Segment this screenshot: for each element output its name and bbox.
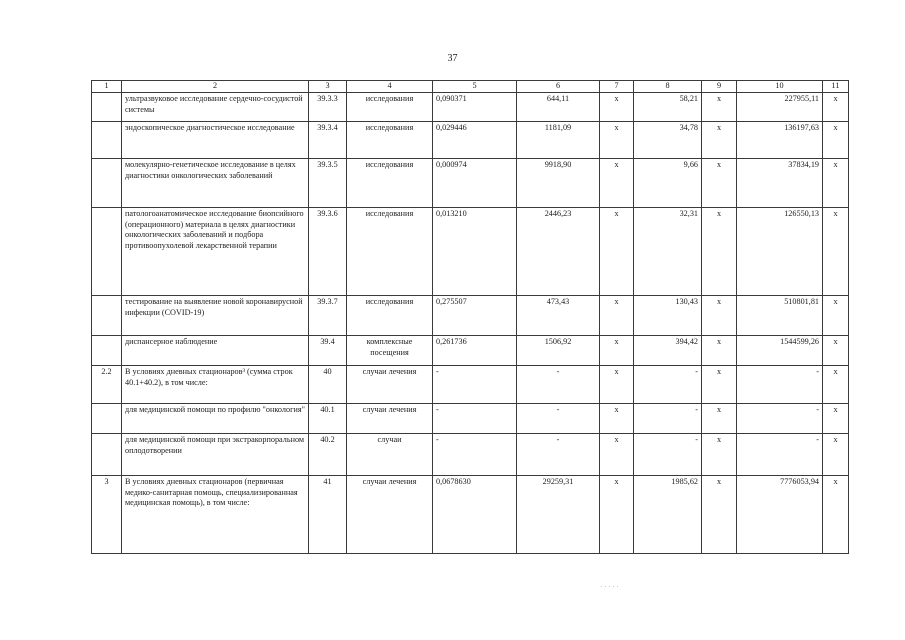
row-description: для медицинской помощи при экстракорпоральном оплодотворении <box>122 434 309 476</box>
row-total: 1544599,26 <box>737 336 823 366</box>
row-col9: х <box>702 366 737 404</box>
row-total: 126550,13 <box>737 208 823 296</box>
row-col7: х <box>600 93 634 122</box>
row-total: 510801,81 <box>737 296 823 336</box>
row-col11: х <box>823 336 849 366</box>
row-col8: 58,21 <box>634 93 702 122</box>
row-code: 41 <box>309 476 347 554</box>
row-col8: - <box>634 404 702 434</box>
row-number <box>92 93 122 122</box>
row-unit: комплексные посещения <box>347 336 433 366</box>
row-description: патологоанатомическое исследование биопсийного (операционного) материала в целях диагностики онкологических заболеваний и подбора противоопухолевой лекарственной терапии <box>122 208 309 296</box>
row-number <box>92 336 122 366</box>
scan-artifact: · · · · · <box>600 583 619 591</box>
row-number <box>92 434 122 476</box>
row-total: 37834,19 <box>737 159 823 208</box>
row-description: диспансерное наблюдение <box>122 336 309 366</box>
row-standard: 0,000974 <box>433 159 517 208</box>
row-code: 40.2 <box>309 434 347 476</box>
row-col11: х <box>823 208 849 296</box>
column-number: 2 <box>122 81 309 93</box>
column-number: 7 <box>600 81 634 93</box>
row-total: - <box>737 434 823 476</box>
row-number: 2.2 <box>92 366 122 404</box>
row-code: 39.3.4 <box>309 122 347 159</box>
column-number: 6 <box>517 81 600 93</box>
row-col8: 9,66 <box>634 159 702 208</box>
row-col7: х <box>600 296 634 336</box>
row-col8: 130,43 <box>634 296 702 336</box>
row-col8: 32,31 <box>634 208 702 296</box>
row-col7: х <box>600 208 634 296</box>
row-cost: 1181,09 <box>517 122 600 159</box>
row-unit: исследования <box>347 208 433 296</box>
row-unit: исследования <box>347 296 433 336</box>
row-col7: х <box>600 366 634 404</box>
row-cost: - <box>517 404 600 434</box>
row-code: 39.3.6 <box>309 208 347 296</box>
column-number: 10 <box>737 81 823 93</box>
data-table <box>91 80 849 554</box>
row-col11: х <box>823 366 849 404</box>
row-unit: случаи лечения <box>347 404 433 434</box>
row-code: 39.3.5 <box>309 159 347 208</box>
row-col9: х <box>702 208 737 296</box>
row-col8: 1985,62 <box>634 476 702 554</box>
row-col7: х <box>600 404 634 434</box>
row-unit: исследования <box>347 122 433 159</box>
row-total: 7776053,94 <box>737 476 823 554</box>
row-standard: 0,275507 <box>433 296 517 336</box>
table-row <box>92 296 849 336</box>
row-col8: - <box>634 434 702 476</box>
row-col8: - <box>634 366 702 404</box>
table-row <box>92 404 849 434</box>
row-col9: х <box>702 404 737 434</box>
row-standard: - <box>433 366 517 404</box>
row-description: эндоскопическое диагностическое исследование <box>122 122 309 159</box>
row-col11: х <box>823 159 849 208</box>
column-number: 11 <box>823 81 849 93</box>
row-standard: - <box>433 404 517 434</box>
row-cost: 473,43 <box>517 296 600 336</box>
row-cost: 2446,23 <box>517 208 600 296</box>
row-standard: 0,029446 <box>433 122 517 159</box>
row-col11: х <box>823 93 849 122</box>
row-unit: исследования <box>347 159 433 208</box>
row-description: для медицинской помощи по профилю "онкология" <box>122 404 309 434</box>
row-code: 39.3.7 <box>309 296 347 336</box>
row-description: В условиях дневных стационаров³ (сумма строк 40.1+40.2), в том числе: <box>122 366 309 404</box>
row-number <box>92 122 122 159</box>
row-total: - <box>737 366 823 404</box>
column-number: 3 <box>309 81 347 93</box>
row-number <box>92 159 122 208</box>
row-cost: - <box>517 434 600 476</box>
row-col9: х <box>702 296 737 336</box>
row-code: 39.3.3 <box>309 93 347 122</box>
row-cost: - <box>517 366 600 404</box>
row-standard: 0,013210 <box>433 208 517 296</box>
column-number: 8 <box>634 81 702 93</box>
row-total: 136197,63 <box>737 122 823 159</box>
row-number: 3 <box>92 476 122 554</box>
row-col9: х <box>702 159 737 208</box>
row-unit: случаи лечения <box>347 366 433 404</box>
table-row <box>92 93 849 122</box>
table-row <box>92 122 849 159</box>
row-standard: - <box>433 434 517 476</box>
column-number: 4 <box>347 81 433 93</box>
row-code: 40 <box>309 366 347 404</box>
row-cost: 29259,31 <box>517 476 600 554</box>
row-description: В условиях дневных стационаров (первичная медико-санитарная помощь, специализированная медицинская помощь), в том числе: <box>122 476 309 554</box>
row-description: молекулярно-генетическое исследование в целях диагностики онкологических заболеваний <box>122 159 309 208</box>
table-row <box>92 336 849 366</box>
row-number <box>92 404 122 434</box>
row-description: тестирование на выявление новой коронавирусной инфекции (COVID-19) <box>122 296 309 336</box>
row-number <box>92 296 122 336</box>
row-col9: х <box>702 476 737 554</box>
column-number-header-row <box>92 81 849 93</box>
row-cost: 644,11 <box>517 93 600 122</box>
row-number <box>92 208 122 296</box>
row-col9: х <box>702 336 737 366</box>
row-standard: 0,0678630 <box>433 476 517 554</box>
table-row <box>92 159 849 208</box>
row-description: ультразвуковое исследование сердечно-сосудистой системы <box>122 93 309 122</box>
table-row <box>92 476 849 554</box>
row-total: 227955,11 <box>737 93 823 122</box>
row-cost: 1506,92 <box>517 336 600 366</box>
row-unit: случаи лечения <box>347 476 433 554</box>
row-col9: х <box>702 93 737 122</box>
row-col7: х <box>600 476 634 554</box>
row-cost: 9918,90 <box>517 159 600 208</box>
row-col7: х <box>600 336 634 366</box>
row-unit: исследования <box>347 93 433 122</box>
column-number: 5 <box>433 81 517 93</box>
row-standard: 0,261736 <box>433 336 517 366</box>
column-number: 1 <box>92 81 122 93</box>
row-col8: 34,78 <box>634 122 702 159</box>
row-col11: х <box>823 434 849 476</box>
row-col9: х <box>702 434 737 476</box>
row-col7: х <box>600 159 634 208</box>
table-row <box>92 208 849 296</box>
row-col11: х <box>823 404 849 434</box>
row-col11: х <box>823 296 849 336</box>
column-number: 9 <box>702 81 737 93</box>
row-col7: х <box>600 122 634 159</box>
row-code: 40.1 <box>309 404 347 434</box>
table-row <box>92 434 849 476</box>
row-total: - <box>737 404 823 434</box>
row-col8: 394,42 <box>634 336 702 366</box>
page-number: 37 <box>447 53 458 64</box>
row-col7: х <box>600 434 634 476</box>
row-col11: х <box>823 122 849 159</box>
row-standard: 0,090371 <box>433 93 517 122</box>
table-row <box>92 366 849 404</box>
row-code: 39.4 <box>309 336 347 366</box>
row-col11: х <box>823 476 849 554</box>
row-col9: х <box>702 122 737 159</box>
row-unit: случаи <box>347 434 433 476</box>
